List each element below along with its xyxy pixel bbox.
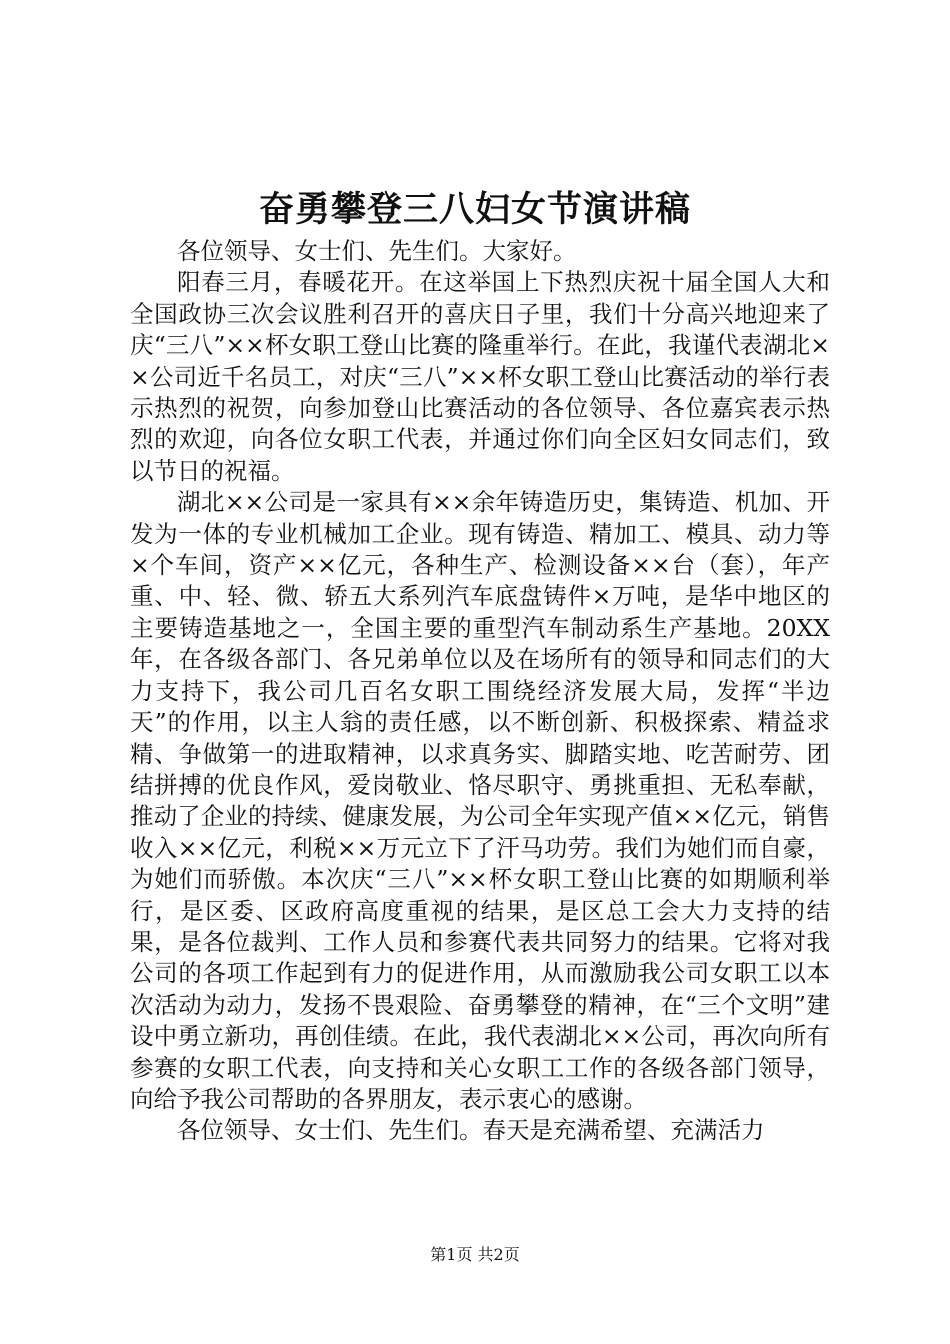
- document-title: 奋勇攀登三八妇女节演讲稿: [258, 189, 691, 230]
- document-body: [130, 236, 830, 1147]
- paragraph-greeting: 各位领导、女士们、先生们。大家好。: [177, 237, 577, 265]
- page-footer: 第1页 共2页: [430, 1245, 520, 1264]
- paragraph-opening: 阳春三月，春暖花开。在这举国上下热烈庆祝十届全国人大和全国政协三次会议胜利召开的喜庆日子里，我们十分高兴地迎来了庆“三八”××杯女职工登山比赛的隆重举行。在此，我谨代表湖北××公司近千名员工，对庆“三八”××杯女职工登山比赛活动的举行表示热烈的祝贺，向参加登山比赛活动的各位领导、各位嘉宾表示热烈的欢迎，向各位女职工代表，并通过你们向全区妇女同志们，致以节日的祝福。: [130, 268, 830, 485]
- paragraph-closing-start: 各位领导、女士们、先生们。春天是充满希望、充满活力: [177, 1116, 765, 1145]
- paragraph-company: 湖北××公司是一家具有××余年铸造历史，集铸造、机加、开发为一体的专业机械加工企业。现有铸造、精加工、模具、动力等×个车间，资产××亿元，各种生产、检测设备××台（套），年产重、中、轻、微、轿五大系列汽车底盘铸件×万吨，是华中地区的主要铸造基地之一，全国主要的重型汽车制动系生产基地。20XX年，在各级各部门、各兄弟单位以及在场所有的领导和同志们的大力支持下，我公司几百名女职工围绕经济发展大局，发挥“半边天”的作用，以主人翁的责任感，以不断创新、积极探索、精益求精、争做第一的进取精神，以求真务实、脚踏实地、吃苦耐劳、团结拼搏的优良作风，爱岗敬业、恪尽职守、勇挑重担、无私奉献，推动了企业的持续、健康发展，为公司全年实现产值××亿元，销售收入××亿元，利税××万元立下了汗马功劳。我们为她们而自豪，为她们而骄傲。本次庆“三八”××杯女职工登山比赛的如期顺利举行，是区委、区政府高度重视的结果，是区总工会大力支持的结果，是各位裁判、工作人员和参赛代表共同努力的结果。它将对我公司的各项工作起到有力的促进作用，从而激励我公司女职工以本次活动为动力，发扬不畏艰险、奋勇攀登的精神，在“三个文明”建设中勇立新功，再创佳绩。在此，我代表湖北××公司，再次向所有参赛的女职工代表，向支持和关心女职工工作的各级各部门领导，向给予我公司帮助的各界朋友，表示衷心的感谢。: [130, 488, 830, 1113]
